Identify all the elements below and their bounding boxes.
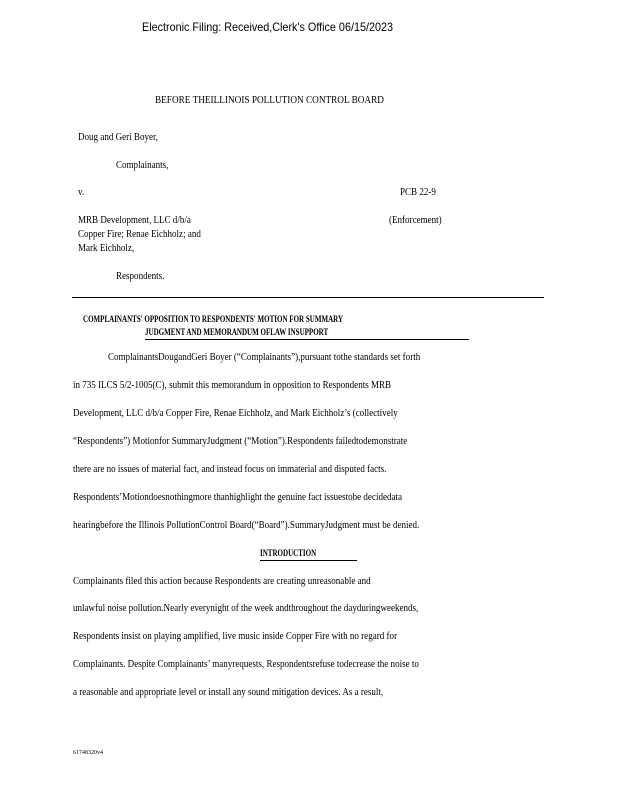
- paragraph-line: unlawful noise pollution.Nearly everynight of the week andthroughout the dayduringweekends,: [73, 603, 419, 614]
- board-title: BEFORE THEILLINOIS POLLUTION CONTROL BOARD: [155, 95, 384, 106]
- document-title-line-2: JUDGMENT AND MEMORANDUM OFLAW INSUPPORT: [145, 327, 329, 337]
- paragraph-line: Complainants filed this action because Respondents are creating unreasonable and: [73, 576, 371, 587]
- paragraph-line: there are no issues of material fact, and instead focus on immaterial and disputed facts.: [73, 464, 387, 475]
- paragraph-line: a reasonable and appropriate level or install any sound mitigation devices. As a result,: [73, 687, 384, 698]
- document-id: 61748320v4: [73, 750, 103, 756]
- respondents-line-2: Copper Fire; Renae Eichholz; and: [78, 229, 201, 240]
- caption-divider: [72, 297, 544, 298]
- paragraph-line: Respondents’Motiondoesnothingmore thanhighlight the genuine fact issuestobe decidedata: [73, 492, 403, 503]
- complainants-label: Complainants,: [116, 160, 169, 171]
- complainants-names: Doug and Geri Boyer,: [78, 132, 158, 143]
- case-type: (Enforcement): [389, 215, 442, 226]
- paragraph-line: hearingbefore the Illinois PollutionControl Board(“Board”).SummaryJudgment must be denied.: [73, 520, 420, 531]
- paragraph-line: Respondents insist on playing amplified, live music inside Copper Fire with no regard for: [73, 631, 398, 642]
- case-number: PCB 22-9: [400, 187, 436, 198]
- document-title-line-1: COMPLAINANTS' OPPOSITION TO RESPONDENTS' MOTION FOR SUMMARY: [83, 314, 344, 324]
- section-heading-underline: [260, 560, 357, 561]
- respondents-line-3: Mark Eichholz,: [78, 243, 135, 254]
- respondents-label: Respondents.: [116, 271, 165, 282]
- paragraph-line: Development, LLC d/b/a Copper Fire, Renae Eichholz, and Mark Eichholz’s (collectively: [73, 408, 398, 419]
- title-underline: [145, 339, 469, 340]
- paragraph-line: Complainants. Despite Complainants’ manyrequests, Respondentsrefuse todecrease the noise to: [73, 659, 419, 670]
- paragraph-line: in 735 ILCS 5/2-1005(C), submit this memorandum in opposition to Respondents MRB: [73, 380, 392, 391]
- paragraph-line: ComplainantsDougandGeri Boyer (“Complainants”),pursuant tothe standards set forth: [108, 352, 421, 363]
- section-heading: INTRODUCTION: [260, 548, 317, 558]
- filing-stamp: Electronic Filing: Received,Clerk's Office 06/15/2023: [142, 20, 393, 34]
- respondents-line-1: MRB Development, LLC d/b/a: [78, 215, 191, 226]
- paragraph-line: “Respondents”) Motionfor SummaryJudgment (“Motion”).Respondents failedtodemonstrate: [73, 436, 408, 447]
- versus: v.: [78, 187, 85, 198]
